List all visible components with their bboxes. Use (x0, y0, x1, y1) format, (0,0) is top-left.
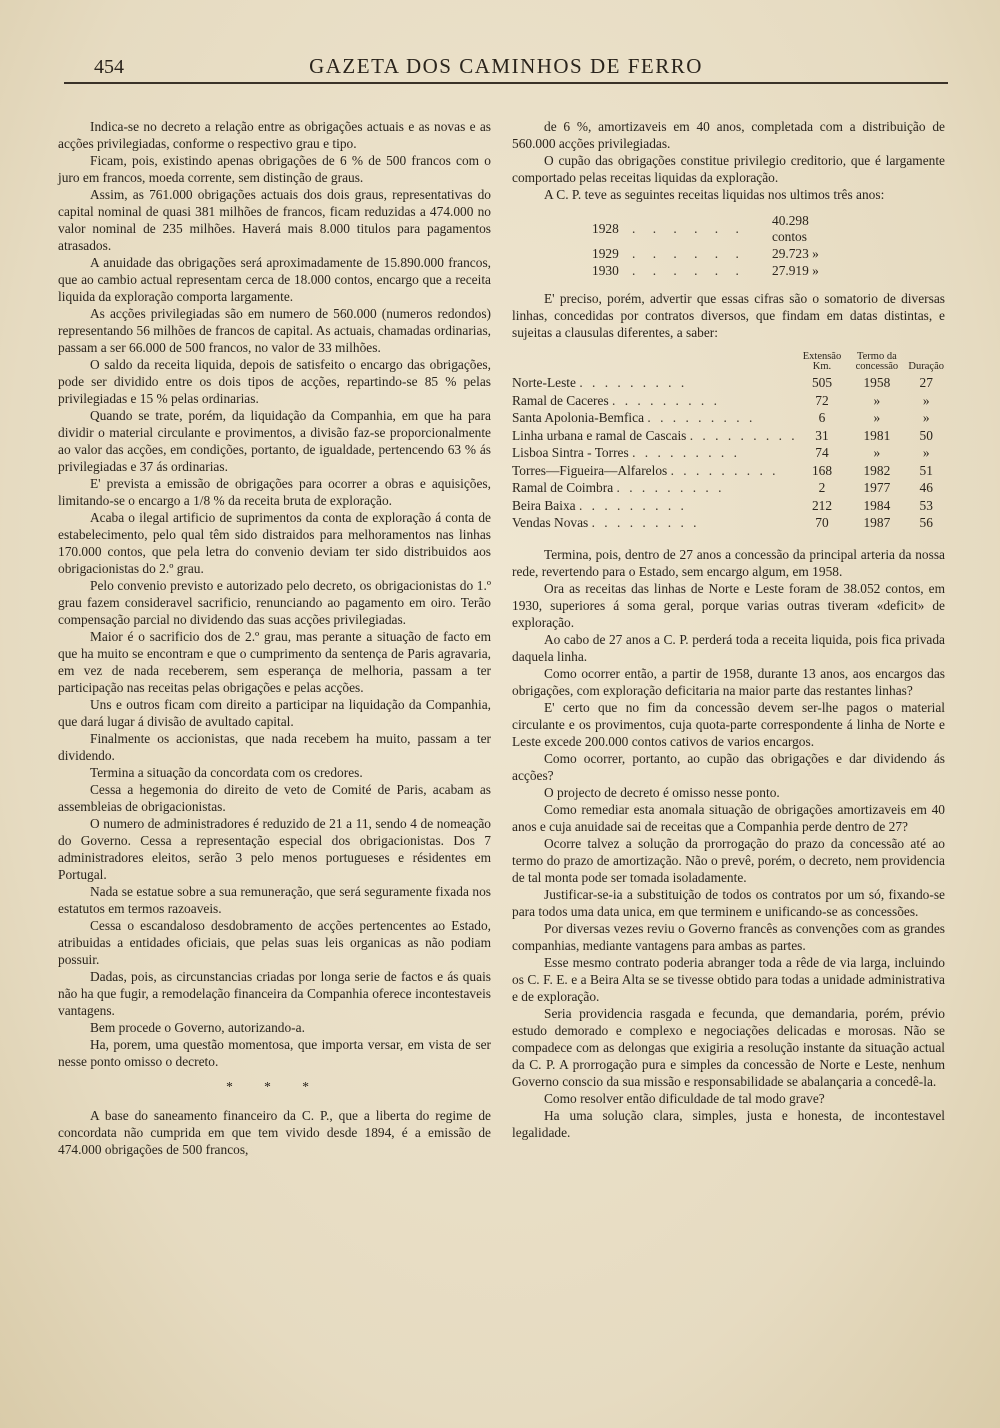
paragraph: Justificar-se-ia a substituição de todos os contratos por um só, fixando-se para todos uma data unica, em que terminem e unificando-se as concessões. (512, 886, 945, 919)
paragraph: E' preciso, porém, advertir que essas cifras são o somatorio de diversas linhas, concedidas por contratos diversos, que findam em datas distintas, e sujeitas a clausulas diferentes, a saber: (512, 291, 945, 340)
column-header-duration: Duração (908, 361, 944, 372)
line-duration: 53 (919, 497, 933, 513)
line-name: Linha urbana e ramal de Cascais (512, 427, 687, 443)
paragraph: Dadas, pois, as circunstancias criadas por longa serie de factos e ás quais não ha que fugir, a remodelação financeira da Companhia oferece incontestaveis vantagens. (58, 969, 491, 1018)
line-duration: 46 (919, 480, 933, 495)
line-extension: 70 (815, 515, 829, 530)
line-concession-end: 1984 (863, 497, 891, 513)
paragraph: de 6 %, amortizaveis em 40 anos, completada com a distribuição de 560.000 acções privilegiadas. (512, 119, 945, 151)
paragraph: Esse mesmo contrato poderia abranger toda a rêde de via larga, incluindo os C. F. E. e a Beira Alta se se tivesse obtido para todas a unidade administrativa e de exploração. (512, 954, 945, 1004)
dot-leader: . . . . . . (632, 263, 746, 278)
line-concession-end: 1981 (863, 427, 891, 443)
paragraph: Cessa o escandaloso desdobramento de acções pertencentes ao Estado, atribuidas a entidades oficiais, que pelas suas leis organicas as não podiam possuir. (58, 918, 491, 967)
paragraph: Bem procede o Governo, autorizando-a. (90, 1020, 305, 1035)
line-name: Torres—Figueira—Alfarelos (512, 462, 668, 478)
paragraph: Ha uma solução clara, simples, justa e honesta, de incontestavel legalidade. (512, 1107, 945, 1140)
paragraph: O cupão das obrigações constitue privilegio creditorio, que é largamente comportado pelas receitas liquidas da exploração. (512, 153, 945, 185)
paragraph: Ora as receitas das linhas de Norte e Leste foram de 38.052 contos, em 1930, superiores á soma geral, porque varias outras tiveram «deficit» de exploração. (512, 580, 945, 630)
paragraph: E' prevista a emissão de obrigações para ocorrer a obras e aquisições, limitando-se o encargo a 1/8 % da receita bruta de exploração. (58, 476, 491, 508)
line-duration: » (922, 445, 930, 460)
page-header (64, 52, 948, 84)
paragraph: Ficam, pois, existindo apenas obrigações de 6 % de 500 francos com o juro em francos, moeda corrente, sem distinção de graus. (58, 153, 491, 185)
line-extension: 168 (811, 462, 833, 478)
paragraph: Termina, pois, dentro de 27 anos a concessão da principal arteria da nossa rede, revertendo para o Estado, sem encargo algum, em 1958. (512, 546, 945, 579)
dot-leader: . . . . . . . . . (632, 445, 740, 460)
paragraph: O saldo da receita liquida, depois de satisfeito o encargo das obrigações, pode ser dividido entre os dois tipos de acções, repartindo-se 85 % pelas privilegiadas e 15 % pelas ordinarias. (58, 357, 491, 406)
table-row (512, 374, 945, 392)
receipt-row (592, 263, 842, 280)
paragraph: Nada se estatue sobre a sua remuneração, que será seguramente fixada nos estatutos em termos razoaveis. (58, 884, 491, 916)
paragraph: A base do saneamento financeiro da C. P., que a liberta do regime de concordata não cumprida em que tem vivido desde 1894, é a emissão de 474.000 obrigações de 500 francos, (58, 1108, 491, 1157)
receipt-row (592, 213, 842, 246)
line-extension: 212 (811, 497, 833, 513)
paragraph: Pelo convenio previsto e autorizado pelo decreto, os obrigacionistas do 1.º grau fazem consideravel sacrificio, renunciando ao pagamento em oiro. Terão compensação parcial no dividendo das suas acções privilegiadas. (58, 578, 491, 627)
dot-leader: . . . . . . . . . (578, 497, 687, 513)
paragraph: Termina a situação da concordata com os credores. (90, 765, 363, 780)
line-duration: 27 (919, 375, 933, 390)
paragraph: Seria providencia rasgada e fecunda, que demandaria, porém, prévio estudo demorado e complexo e negociações delicadas e morosas. Não se compadece com as delongas que exigiria a resolução instante da situação actual da C. P. A prorrogação pura e simples da concessão de Norte e Leste, nenhum Governo conscio da sua missão e responsabilidade se abalançaria a concedê-la. (512, 1005, 945, 1089)
paragraph: Ao cabo de 27 anos a C. P. perderá toda a receita liquida, pois fica privada daquela linha. (512, 631, 945, 664)
line-duration: » (922, 410, 930, 425)
paragraph: Finalmente os accionistas, que nada recebem ha muito, passam a ter dividendo. (58, 731, 491, 763)
right-column (512, 118, 945, 1141)
line-duration: 51 (919, 462, 933, 478)
receipt-row (592, 246, 842, 263)
table-row (512, 497, 945, 515)
page-number: 454 (94, 56, 124, 78)
paragraph: Como ocorrer, portanto, ao cupão das obrigações e dar dividendo ás acções? (512, 750, 945, 783)
line-concession-end: 1958 (863, 375, 891, 390)
paragraph: As acções privilegiadas são em numero de 560.000 (numeros redondos) representando 56 milhões de francos de capital. As actuais, chamadas ordinarias, passam a ser 66.000 de 500 francos, no valor de 33 milhões. (58, 306, 491, 355)
railway-lines-table (512, 351, 945, 532)
dot-leader: . . . . . . . . . (616, 480, 725, 495)
receipt-year: 1928 (592, 221, 619, 236)
line-extension: 72 (815, 392, 829, 408)
paragraph: Acaba o ilegal artificio de suprimentos da conta de exploração á conta de estabelecimento, pelo qual têm sido distraidos para melhoramentos nas linhas 170.000 contos, que pela letra do convenio deviam ter sido distribuidos aos obrigacionistas do 2.º grau. (58, 510, 491, 576)
line-concession-end: » (873, 445, 881, 460)
paragraph: Indica-se no decreto a relação entre as obrigações actuais e as novas e as acções privilegiadas, conforme o respectivo grau e tipo. (58, 119, 491, 151)
dot-leader: . . . . . . . . . (670, 462, 779, 478)
paragraph: A C. P. teve as seguintes receitas liquidas nos ultimos três anos: (544, 187, 885, 202)
paragraph: Como ocorrer então, a partir de 1958, durante 13 anos, aos encargos das obrigações, com exploração deficitaria na maior parte das restantes linhas? (512, 665, 945, 698)
paragraph: Cessa a hegemonia do direito de veto de Comité de Paris, acabam as assembleias de obrigacionistas. (58, 782, 491, 814)
paragraph: Quando se trate, porém, da liquidação da Companhia, em que ha para dividir o material circulante e provimentos, a divisão faz-se proporcionalmente ao valor das acções, em condições, portanto, de igualdade, pertencendo 63 % ás privilegiadas e 37 ás ordinarias. (58, 408, 491, 474)
paragraph: A anuidade das obrigações será aproximadamente de 15.890.000 francos, que ao cambio actual representam cerca de 18.000 contos, encargo que a receita liquida da exploração comporta largamente. (58, 255, 491, 304)
table-row (512, 479, 945, 497)
left-column (58, 118, 491, 1158)
line-concession-end: 1982 (863, 462, 891, 478)
line-duration: 50 (919, 427, 933, 443)
paragraph: Como resolver então dificuldade de tal modo grave? (544, 1090, 825, 1106)
paragraph: Como remediar esta anomala situação de obrigações amortizaveis em 40 anos e cuja anuidade sai de receitas que a Companhia perde dentro de 27? (512, 801, 945, 834)
dot-leader: . . . . . . . . . (591, 515, 700, 530)
line-duration: 56 (919, 515, 933, 530)
line-name: Ramal de Caceres (512, 392, 609, 408)
dot-leader: . . . . . . . . . (689, 427, 798, 443)
paragraph: Maior é o sacrificio dos de 2.º grau, mas perante a situação de facto em que ha muito se encontram e que o cumprimento da sentença de Paris agravaria, em vez de nada receberem, sem esperança de melhoria, passam a ter participação nas receitas pelas obrigações e pelas acções. (58, 629, 491, 695)
paragraph: Assim, as 761.000 obrigações actuais dos dois graus, representativas do capital nominal de quasi 381 milhões de francos, ficam reduzidas a 474.000 no valor nominal de 235 milhões. Haverá mais 8.000 titulos para pagamentos atrasados. (58, 187, 491, 253)
receipt-year: 1930 (592, 263, 619, 278)
table-row (512, 427, 945, 445)
receipt-value: 40.298 contos (772, 213, 809, 244)
dot-leader: . . . . . . (632, 221, 746, 236)
receipt-value: 27.919 » (772, 263, 819, 278)
publication-title: GAZETA DOS CAMINHOS DE FERRO (309, 54, 703, 78)
line-concession-end: 1987 (863, 515, 891, 530)
line-duration: » (922, 392, 930, 408)
table-row (512, 462, 945, 480)
dot-leader: . . . . . . . . . (612, 392, 720, 408)
line-concession-end: » (873, 392, 881, 408)
dot-leader: . . . . . . (632, 246, 746, 261)
paragraph: Por diversas vezes reviu o Governo francês as convenções com as grandes companhias, mediante vantagens para ambas as partes. (512, 920, 945, 953)
dot-leader: . . . . . . . . . (579, 375, 688, 390)
column-header-concession-end: Termo da concessão (855, 351, 899, 372)
table-row (512, 392, 945, 410)
line-extension: 2 (818, 480, 826, 495)
paragraph: Uns e outros ficam com direito a participar na liquidação da Companhia, que dará lugar á divisão de avultado capital. (58, 697, 491, 729)
line-extension: 74 (815, 445, 829, 460)
section-separator: * * * (226, 1079, 323, 1094)
receipt-value: 29.723 » (772, 246, 819, 261)
line-name: Ramal de Coimbra (512, 480, 614, 495)
line-extension: 505 (811, 375, 833, 390)
line-extension: 31 (815, 427, 829, 443)
paragraph: O projecto de decreto é omisso nesse ponto. (544, 784, 780, 800)
paragraph: E' certo que no fim da concessão devem ser-lhe pagos o material circulante e os provimentos, cuja quota-parte correspondente á linha de Norte e Leste excede 200.000 contos cativos de varios encargos. (512, 699, 945, 749)
receipts-table (592, 213, 842, 280)
paragraph: O numero de administradores é reduzido de 21 a 11, sendo 4 de nomeação do Governo. Cessa a representação especial dos obrigacionistas. Dos 7 administradores eleitos, serão 3 pelo menos portugueses e résidentes em Portugal. (58, 816, 491, 882)
line-concession-end: 1977 (863, 480, 891, 495)
receipt-year: 1929 (592, 246, 619, 261)
paragraph: Ocorre talvez a solução da prorrogação do prazo da concessão até ao termo do prazo de amortização. Não o prevê, porém, o decreto, nem providencia de tal monta pode ser tomada isoladamente. (512, 835, 945, 885)
line-concession-end: » (873, 410, 881, 425)
line-name: Lisboa Sintra - Torres (512, 445, 629, 460)
line-name: Vendas Novas (512, 515, 589, 530)
column-header-extension: Extensão Km. (802, 351, 842, 372)
table-row (512, 444, 945, 462)
paragraph: Ha, porem, uma questão momentosa, que importa versar, em vista de ser nesse ponto omisso o decreto. (58, 1037, 491, 1069)
line-name: Beira Baixa (512, 497, 576, 513)
table-row (512, 514, 945, 532)
line-name: Santa Apolonia-Bemfica (512, 410, 645, 425)
dot-leader: . . . . . . . . . (647, 410, 756, 425)
table-row (512, 409, 945, 427)
line-name: Norte-Leste (512, 375, 576, 390)
line-extension: 6 (818, 410, 826, 425)
